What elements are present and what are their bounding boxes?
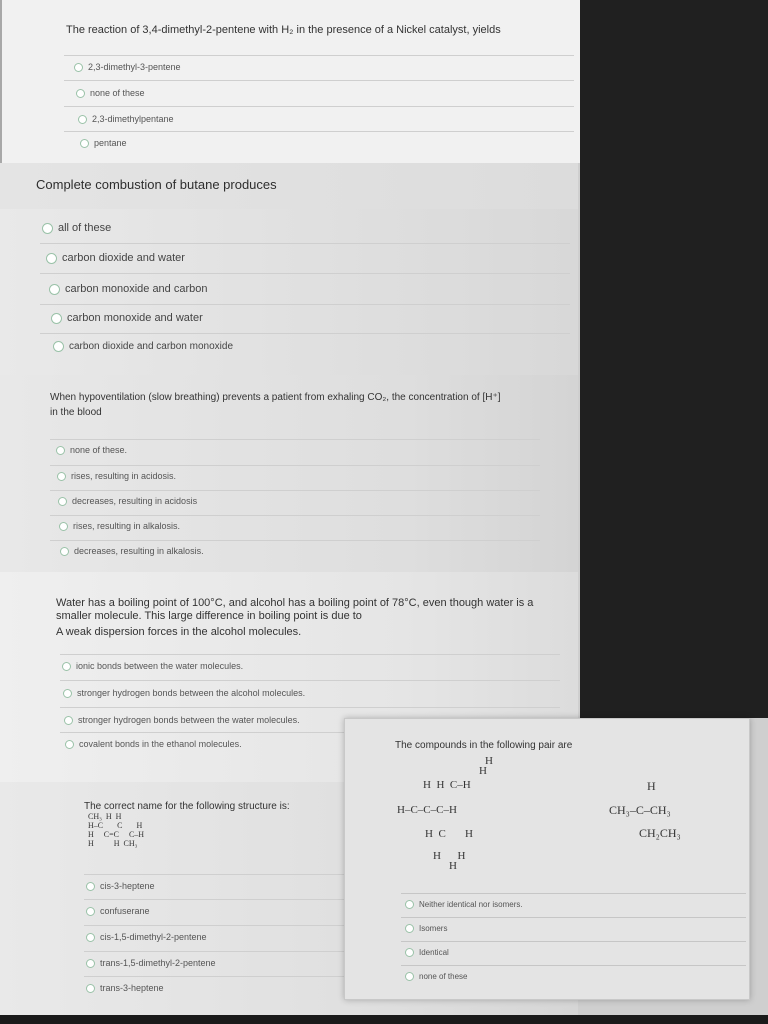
structure-row: CH₃–C–CH₃: [609, 803, 671, 817]
left-structure-diagram: [397, 755, 547, 875]
photo-background: [0, 1015, 768, 1024]
answer-option[interactable]: [64, 715, 300, 725]
question-text: Water has a boiling point of 100°C, and alcohol has a boiling point of 78°C, even though water is a: [56, 597, 534, 609]
option-label: trans-3-heptene: [100, 983, 164, 993]
option-label: rises, resulting in alkalosis.: [73, 521, 181, 531]
answer-option[interactable]: [49, 283, 207, 295]
structure-atom: H: [479, 765, 487, 777]
structure-atom: H: [647, 779, 656, 793]
option-label: 2,3-dimethylpentane: [92, 114, 174, 124]
option-label: none of these.: [70, 445, 128, 455]
radio-button[interactable]: [62, 662, 71, 671]
option-label: stronger hydrogen bonds between the water molecules.: [78, 715, 300, 725]
divider: [40, 243, 570, 244]
option-label: rises, resulting in acidosis.: [71, 471, 177, 481]
radio-button[interactable]: [58, 497, 67, 506]
radio-button[interactable]: [65, 740, 74, 749]
option-label: decreases, resulting in alkalosis.: [74, 546, 204, 556]
divider: [50, 540, 540, 541]
answer-option[interactable]: [86, 881, 155, 891]
divider: [50, 465, 540, 466]
radio-button[interactable]: [86, 907, 95, 916]
divider: [60, 654, 560, 655]
radio-button[interactable]: [86, 882, 95, 891]
answer-option[interactable]: [76, 88, 145, 98]
answer-option[interactable]: [86, 958, 216, 968]
answer-option[interactable]: [46, 252, 185, 264]
question-text-continued: in the blood: [50, 407, 102, 418]
answer-option[interactable]: [80, 138, 127, 148]
option-label: cis-1,5-dimethyl-2-pentene: [100, 932, 207, 942]
option-label: all of these: [58, 222, 112, 234]
option-label: decreases, resulting in acidosis: [72, 496, 198, 506]
divider: [40, 333, 570, 334]
right-structure-diagram: [607, 779, 717, 859]
answer-option[interactable]: [59, 521, 180, 531]
divider: [40, 304, 570, 305]
question-card-compound-pair: [344, 718, 750, 1000]
answer-option[interactable]: [42, 222, 111, 234]
question-text-continued: A weak dispersion forces in the alcohol molecules.: [56, 626, 302, 638]
option-label: none of these: [419, 972, 468, 981]
structure-atom: H: [449, 860, 457, 872]
photo-background: [580, 0, 768, 718]
question-text: The correct name for the following structure is:: [84, 801, 290, 812]
answer-option[interactable]: [78, 114, 174, 124]
radio-button[interactable]: [405, 924, 414, 933]
structure-atom: H: [485, 755, 493, 767]
divider: [60, 680, 560, 681]
divider: [401, 941, 746, 942]
divider: [50, 515, 540, 516]
answer-option[interactable]: [56, 445, 127, 455]
answer-option[interactable]: [86, 932, 207, 942]
radio-button[interactable]: [405, 900, 414, 909]
answer-option[interactable]: [65, 739, 242, 749]
option-label: covalent bonds in the ethanol molecules.: [79, 739, 242, 749]
divider: [40, 273, 570, 274]
question-text: Complete combustion of butane produces: [36, 177, 277, 192]
option-label: ionic bonds between the water molecules.: [76, 661, 244, 671]
divider: [84, 899, 344, 900]
answer-option[interactable]: [58, 496, 197, 506]
divider: [64, 80, 574, 81]
option-label: stronger hydrogen bonds between the alcohol molecules.: [77, 688, 306, 698]
structure-row: H H: [433, 850, 466, 862]
radio-button[interactable]: [78, 115, 87, 124]
divider: [64, 106, 574, 107]
option-label: Identical: [419, 948, 449, 957]
radio-button[interactable]: [76, 89, 85, 98]
radio-button[interactable]: [63, 689, 72, 698]
radio-button[interactable]: [56, 446, 65, 455]
structure-row: H–C–C–C–H: [397, 804, 457, 816]
divider: [50, 490, 540, 491]
answer-option[interactable]: [86, 906, 150, 916]
answer-option[interactable]: [405, 900, 523, 909]
divider: [64, 131, 574, 132]
answer-option[interactable]: [74, 62, 181, 72]
divider: [84, 976, 344, 977]
option-label: carbon monoxide and carbon: [65, 283, 208, 295]
question-text: The compounds in the following pair are: [395, 740, 573, 751]
radio-button[interactable]: [42, 223, 53, 234]
radio-button[interactable]: [51, 313, 62, 324]
question-card-combustion: [0, 163, 578, 375]
divider: [64, 55, 574, 56]
answer-option[interactable]: [63, 688, 305, 698]
option-label: confuserane: [100, 906, 150, 916]
structure-row: H–C C H: [88, 821, 143, 830]
radio-button[interactable]: [49, 284, 60, 295]
divider: [50, 439, 540, 440]
radio-button[interactable]: [60, 547, 69, 556]
structure-row: H C=C C–H: [88, 830, 145, 839]
option-label: carbon dioxide and water: [62, 252, 185, 264]
answer-option[interactable]: [51, 312, 203, 324]
divider: [84, 925, 344, 926]
answer-option[interactable]: [60, 546, 204, 556]
structure-row: H C H: [425, 828, 473, 840]
answer-option[interactable]: [86, 983, 164, 993]
structure-row: H H C–H: [423, 779, 471, 791]
answer-option[interactable]: [57, 471, 176, 481]
radio-button[interactable]: [405, 948, 414, 957]
answer-option[interactable]: [405, 924, 447, 933]
question-text: When hypoventilation (slow breathing) prevents a patient from exhaling CO₂, the concentration of [H⁺]: [50, 392, 501, 403]
divider: [60, 707, 560, 708]
divider: [401, 965, 746, 966]
radio-button[interactable]: [405, 972, 414, 981]
option-label: carbon monoxide and water: [67, 312, 203, 324]
structure-row: H H CH₃: [88, 839, 138, 848]
radio-button[interactable]: [64, 716, 73, 725]
radio-button[interactable]: [46, 253, 57, 264]
radio-button[interactable]: [86, 959, 95, 968]
answer-option[interactable]: [405, 972, 467, 981]
radio-button[interactable]: [86, 933, 95, 942]
radio-button[interactable]: [86, 984, 95, 993]
option-label: trans-1,5-dimethyl-2-pentene: [100, 958, 216, 968]
divider: [84, 951, 344, 952]
option-label: cis-3-heptene: [100, 881, 155, 891]
option-label: Isomers: [419, 924, 448, 933]
divider: [84, 874, 344, 875]
question-card-hypoventilation: [0, 375, 578, 572]
answer-option[interactable]: [53, 341, 233, 352]
question-text-continued: smaller molecule. This large difference in boiling point is due to: [56, 610, 362, 622]
option-label: Neither identical nor isomers.: [419, 900, 523, 909]
structure-row: CH₃ H H: [88, 812, 122, 821]
structure-row: CH₂CH₃: [639, 826, 681, 840]
question-card-reaction: [0, 0, 580, 163]
divider: [401, 893, 746, 894]
structure-diagram: [88, 812, 144, 848]
answer-option[interactable]: [62, 661, 243, 671]
divider: [401, 917, 746, 918]
question-text: The reaction of 3,4-dimethyl-2-pentene with H₂ in the presence of a Nickel catalyst, yields: [66, 24, 501, 36]
option-label: 2,3-dimethyl-3-pentene: [88, 62, 181, 72]
option-label: pentane: [94, 138, 127, 148]
radio-button[interactable]: [57, 472, 66, 481]
radio-button[interactable]: [59, 522, 68, 531]
option-label: none of these: [90, 88, 145, 98]
answer-option[interactable]: [405, 948, 449, 957]
option-label: carbon dioxide and carbon monoxide: [69, 341, 233, 353]
radio-button[interactable]: [53, 341, 64, 352]
radio-button[interactable]: [80, 139, 89, 148]
radio-button[interactable]: [74, 63, 83, 72]
